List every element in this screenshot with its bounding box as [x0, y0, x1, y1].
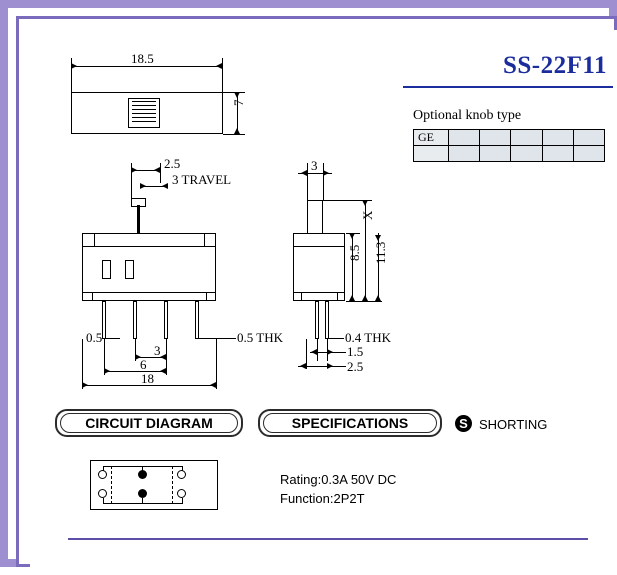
dim-top-height: 7 — [231, 99, 246, 106]
arrow-head — [362, 200, 368, 206]
specifications-label: SPECIFICATIONS — [291, 415, 409, 431]
circuit-wire — [142, 498, 143, 503]
dim-front-span: 6 — [140, 357, 147, 372]
circuit-wire — [182, 466, 183, 471]
front-view-lever-stem — [137, 205, 140, 235]
knob-table-cell — [449, 146, 480, 162]
ext-line — [166, 357, 167, 375]
body-detail-line — [206, 292, 207, 301]
shorting-label: SHORTING — [479, 417, 548, 432]
optional-knob-label: Optional knob type — [413, 108, 522, 123]
table-row — [414, 146, 605, 162]
arrow-head — [300, 363, 306, 369]
table-row — [414, 130, 605, 146]
arrow-head — [216, 63, 222, 69]
body-detail-line — [204, 233, 205, 246]
circuit-terminal-filled — [138, 470, 147, 479]
body-detail-line — [293, 246, 345, 247]
circuit-wire — [142, 466, 143, 471]
front-view-slot — [102, 260, 111, 279]
ext-line — [160, 163, 161, 183]
circuit-terminal-open — [177, 470, 186, 479]
arrow-head — [210, 382, 216, 388]
page-border-inner — [16, 16, 617, 567]
side-view-stem — [307, 200, 323, 235]
dim-front-thk: 0.5 THK — [237, 330, 283, 345]
spec-rating: Rating:0.3A 50V DC — [280, 472, 397, 487]
dim-side-2-5: 2.5 — [347, 359, 364, 374]
body-detail-line — [337, 292, 338, 301]
knob-table-cell — [414, 146, 449, 162]
body-detail-line — [82, 246, 216, 247]
leader-line — [328, 338, 344, 339]
circuit-terminal-open — [177, 489, 186, 498]
knob-table-cell — [480, 146, 511, 162]
ext-line — [306, 339, 307, 369]
title-underline — [403, 86, 613, 88]
front-view-slot — [125, 260, 134, 279]
arrow-head — [311, 349, 317, 355]
body-detail-line — [301, 292, 302, 301]
arrow-head — [375, 295, 381, 301]
leader-line — [106, 338, 120, 339]
knob-table-cell — [511, 146, 542, 162]
shorting-icon: S — [455, 415, 472, 432]
dim-side-top: 3 — [311, 158, 318, 173]
knob-table-cell — [573, 130, 604, 146]
ext-line — [317, 339, 318, 361]
arrow-head — [162, 183, 168, 189]
spec-function: Function:2P2T — [280, 491, 365, 506]
circuit-wire — [103, 466, 183, 467]
front-view-pin — [164, 301, 168, 339]
arrow-head — [323, 170, 329, 176]
bottom-divider — [68, 538, 588, 540]
circuit-wire — [103, 498, 104, 503]
top-view-knob-hatch — [132, 101, 156, 125]
ext-line — [307, 163, 308, 201]
arrow-head — [301, 170, 307, 176]
dim-side-thk: 0.4 THK — [345, 330, 391, 345]
side-view-body — [293, 233, 345, 301]
knob-table-header-cell: GE — [414, 130, 449, 146]
arrow-head — [234, 128, 240, 134]
ext-line — [222, 58, 223, 94]
arrow-head — [349, 233, 355, 239]
ext-line — [216, 339, 217, 389]
body-detail-line — [92, 292, 93, 301]
body-detail-line — [82, 292, 216, 293]
dim-line-8-5 — [352, 233, 353, 301]
circuit-terminal-open — [98, 470, 107, 479]
arrow-head — [131, 167, 137, 173]
knob-table-cell — [573, 146, 604, 162]
dim-top-width: 18.5 — [131, 51, 154, 66]
circuit-diagram-header — [55, 409, 243, 437]
arrow-head — [82, 382, 88, 388]
dim-front-total: 18 — [141, 371, 154, 386]
dim-travel: 3 TRAVEL — [172, 172, 232, 187]
front-view-pin — [133, 301, 137, 339]
dim-side-8-5: 8.5 — [347, 244, 362, 261]
arrow-head — [140, 183, 146, 189]
ext-line — [346, 301, 382, 302]
front-view-pin — [195, 301, 199, 339]
circuit-diagram-label: CIRCUIT DIAGRAM — [85, 415, 213, 431]
knob-table-cell — [511, 130, 542, 146]
arrow-head — [104, 368, 110, 374]
circuit-wire — [103, 466, 104, 471]
leader-line — [198, 338, 236, 339]
front-view-pin — [102, 301, 106, 339]
side-view-pin — [325, 301, 329, 339]
dim-side-11-3: 11.3 — [373, 241, 388, 264]
knob-table-cell — [480, 130, 511, 146]
drawing-canvas — [30, 30, 617, 575]
dim-side-1-5: 1.5 — [347, 344, 364, 359]
circuit-wire — [103, 503, 183, 504]
arrow-head — [154, 167, 160, 173]
knob-table-cell — [449, 130, 480, 146]
dim-front-left: 0.5 — [86, 330, 103, 345]
dim-line-span — [104, 371, 166, 372]
dim-front-pitch: 3 — [154, 343, 161, 358]
dim-side-x: X — [360, 210, 375, 220]
circuit-terminal-filled — [138, 489, 147, 498]
arrow-head — [327, 363, 333, 369]
specifications-header — [258, 409, 442, 437]
knob-table-cell — [542, 130, 573, 146]
side-view-pin — [315, 301, 319, 339]
knob-table-cell — [542, 146, 573, 162]
circuit-terminal-open — [98, 489, 107, 498]
arrow-head — [160, 368, 166, 374]
ext-line — [323, 163, 324, 201]
optional-knob-table — [413, 129, 605, 162]
body-detail-line — [94, 233, 95, 246]
part-number-title: SS-22F11 — [502, 52, 607, 79]
circuit-wire — [182, 498, 183, 503]
ext-line — [223, 134, 245, 135]
arrow-head — [71, 63, 77, 69]
arrow-head — [375, 235, 381, 241]
dim-2-5: 2.5 — [164, 156, 181, 171]
arrow-head — [234, 92, 240, 98]
arrow-head — [327, 349, 333, 355]
